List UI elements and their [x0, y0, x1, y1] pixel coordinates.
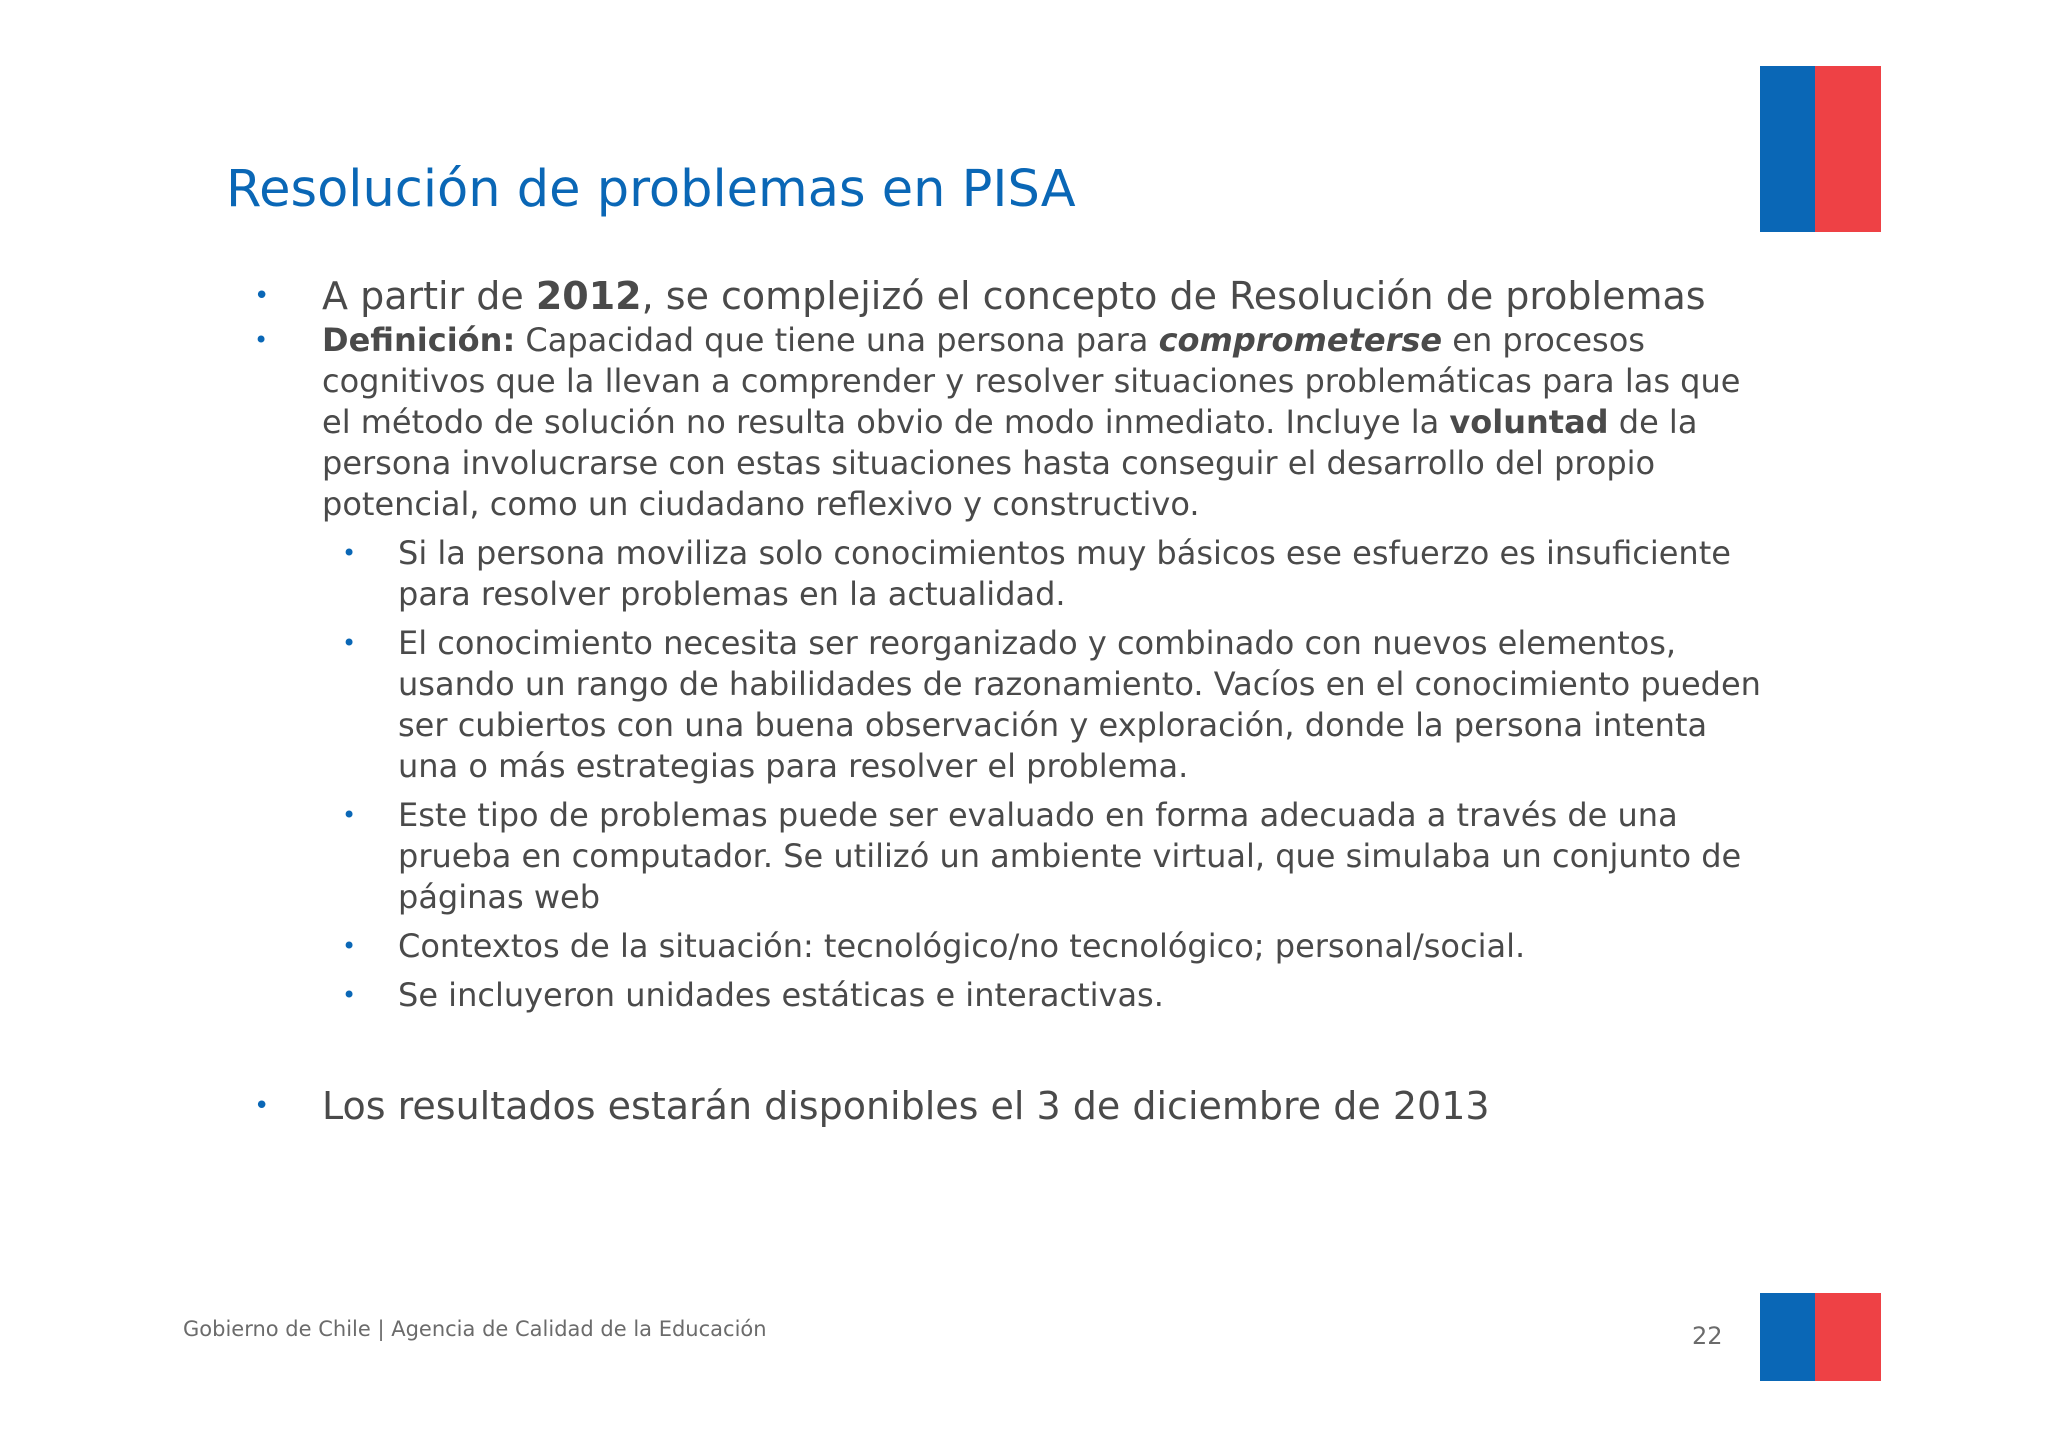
bullet-item [248, 1082, 1768, 1130]
bullet-text: Los resultados estarán disponibles el 3 de diciembre de 2013 [322, 1084, 1490, 1128]
definition-emphasis: comprometerse [1158, 321, 1443, 359]
flag-blue-band [1760, 1293, 1815, 1381]
bullet-year: 2012 [535, 274, 642, 318]
sub-bullet-text: Contextos de la situación: tecnológico/no tecnológico; personal/social. [398, 927, 1526, 965]
definition-text: en procesos cognitivos que la llevan a comprender y resolver situaciones problemáticas para las que el método de solución no resulta obvio de modo inmediato. Incluye la [322, 321, 1741, 441]
bullet-icon: • [342, 801, 357, 829]
sub-bullet-item [248, 926, 1768, 967]
flag-red-band [1815, 1293, 1881, 1381]
footer-text: Gobierno de Chile | Agencia de Calidad de la Educación [183, 1317, 767, 1341]
bullet-icon: • [254, 326, 269, 354]
flag-blue-band [1760, 66, 1815, 232]
definition-label: Definición: [322, 321, 516, 359]
sub-bullet-text: Este tipo de problemas puede ser evaluado en forma adecuada a través de una prueba en computador. Se utilizó un ambiente virtual, que simulaba un conjunto de páginas web [398, 796, 1742, 916]
sub-bullet-item [248, 623, 1768, 787]
slide-title: Resolución de problemas en PISA [226, 160, 1076, 219]
definition-text: de la persona involucrarse con estas situaciones hasta conseguir el desarrollo del propio potencial, como un ciudadano reflexivo y constructivo. [322, 403, 1698, 523]
sub-bullet-item [248, 795, 1768, 918]
bullet-text: A partir de [322, 274, 536, 318]
definition-item [248, 320, 1768, 525]
sub-bullet-item [248, 975, 1768, 1016]
bullet-icon: • [254, 1091, 270, 1121]
bullet-icon: • [342, 539, 357, 567]
definition-bold: voluntad [1449, 403, 1609, 441]
chile-flag-bottom [1760, 1293, 1881, 1381]
bullet-icon: • [342, 981, 357, 1009]
bullet-text-rest: , se complejizó el concepto de Resolución de problemas [641, 274, 1706, 318]
flag-red-band [1815, 66, 1881, 232]
page-number: 22 [1692, 1322, 1723, 1350]
bullet-item [248, 272, 1768, 320]
chile-flag-top [1760, 66, 1881, 232]
sub-bullet-text: El conocimiento necesita ser reorganizado y combinado con nuevos elementos, usando un rango de habilidades de razonamiento. Vacíos en el conocimiento pueden ser cubiertos con una buena observación y exploración, donde la persona intenta una o más estrategias para resolver el problema. [398, 624, 1761, 785]
sub-bullet-item [248, 533, 1768, 615]
definition-text: Capacidad que tiene una persona para [515, 321, 1159, 359]
slide-content [248, 272, 1768, 1130]
sub-bullet-text: Si la persona moviliza solo conocimientos muy básicos ese esfuerzo es insuficiente para resolver problemas en la actualidad. [398, 534, 1731, 613]
bullet-icon: • [342, 932, 357, 960]
sub-bullet-text: Se incluyeron unidades estáticas e interactivas. [398, 976, 1164, 1014]
bullet-icon: • [254, 281, 270, 311]
bullet-icon: • [342, 629, 357, 657]
